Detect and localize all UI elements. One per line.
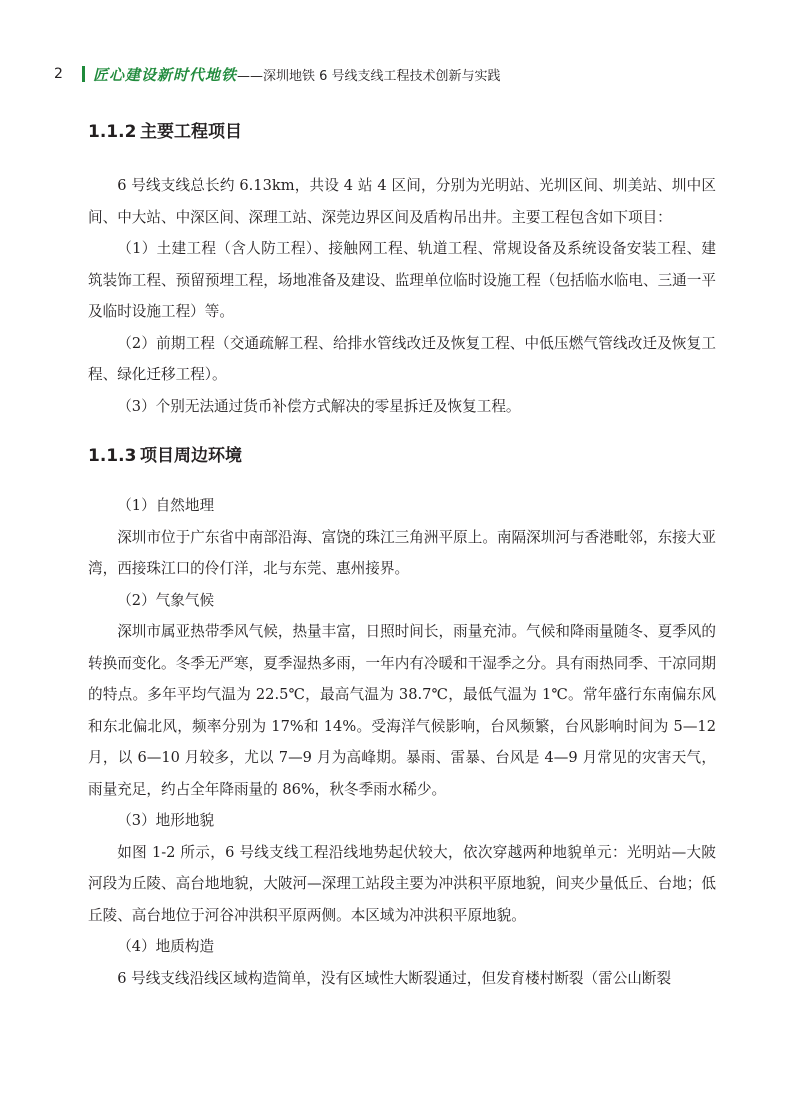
subheading-climate: （2）气象气候 xyxy=(117,591,215,609)
body-paragraph: （1）土建工程（含人防工程）、接触网工程、轨道工程、常规设备及系统设备安装工程、建筑装饰工程、预留预埋工程，场地准备及建设、监理单位临时设施工程（包括临水临电、三通一平及临时设施工程）等。 xyxy=(88,240,716,320)
subheading-natural-geography: （1）自然地理 xyxy=(117,497,215,514)
section-heading-1-1-3 xyxy=(88,442,716,470)
section-number: 1.1.2 xyxy=(88,122,137,142)
book-subtitle: ——深圳地铁 6 号线支线工程技术创新与实践 xyxy=(237,68,501,84)
page-body xyxy=(88,118,716,994)
section-number: 1.1.3 xyxy=(88,446,137,466)
section-title: 主要工程项目 xyxy=(140,122,242,142)
body-paragraph: 深圳市属亚热带季风气候，热量丰富，日照时间长，雨量充沛。气候和降雨量随冬、夏季风的转换而变化。冬季无严寒，夏季湿热多雨，一年内有冷暖和干湿季之分。具有雨热同季、干凉同期的特点。多年平均气温为 22.5℃，最高气温为 38.7℃，最低气温为 1℃。常年盛行东南偏东风和东北偏北风，频率分别为 17%和 14%。受海洋气候影响，台风频繁，台风影响时间为 5—12 月，以 6—10 月较多，尤以 7—9 月为高峰期。暴雨、雷暴、台风是 4—9 月常见的灾害天气，雨量充足，约占全年降雨量的 86%，秋冬季雨水稀少。 xyxy=(88,623,716,798)
header-divider-bar xyxy=(82,66,85,82)
section-title: 项目周边环境 xyxy=(140,446,242,466)
section-heading-1-1-2 xyxy=(88,118,716,146)
body-paragraph: 6 号线支线沿线区域构造简单，没有区域性大断裂通过，但发育楼村断裂（雷公山断裂 xyxy=(117,969,672,987)
page-number: 2 xyxy=(54,66,63,82)
subheading-landform: （3）地形地貌 xyxy=(117,812,215,829)
subheading-geologic-structure: （4）地质构造 xyxy=(117,938,215,955)
book-brand-title: 匠心建设新时代地铁 xyxy=(93,65,238,84)
body-paragraph: 如图 1-2 所示，6 号线支线工程沿线地势起伏较大，依次穿越两种地貌单元：光明站—大陂河段为丘陵、高台地地貌，大陂河—深理工站段主要为冲洪积平原地貌，间夹少量低丘、台地；低丘陵、高台地位于河谷冲洪积平原两侧。本区域为冲洪积平原地貌。 xyxy=(88,843,716,924)
body-paragraph: （2）前期工程（交通疏解工程、给排水管线改迁及恢复工程、中低压燃气管线改迁及恢复工程、绿化迁移工程）。 xyxy=(88,334,716,383)
body-paragraph: 6 号线支线总长约 6.13km，共设 4 站 4 区间，分别为光明站、光圳区间、圳美站、圳中区间、中大站、中深区间、深理工站、深莞边界区间及盾构吊出井。主要工程包含如下项目： xyxy=(88,177,716,226)
page-header xyxy=(54,62,730,86)
body-paragraph: （3）个别无法通过货币补偿方式解决的零星拆迁及恢复工程。 xyxy=(117,397,521,415)
body-paragraph: 深圳市位于广东省中南部沿海、富饶的珠江三角洲平原上。南隔深圳河与香港毗邻，东接大亚湾，西接珠江口的伶仃洋，北与东莞、惠州接界。 xyxy=(88,528,716,577)
